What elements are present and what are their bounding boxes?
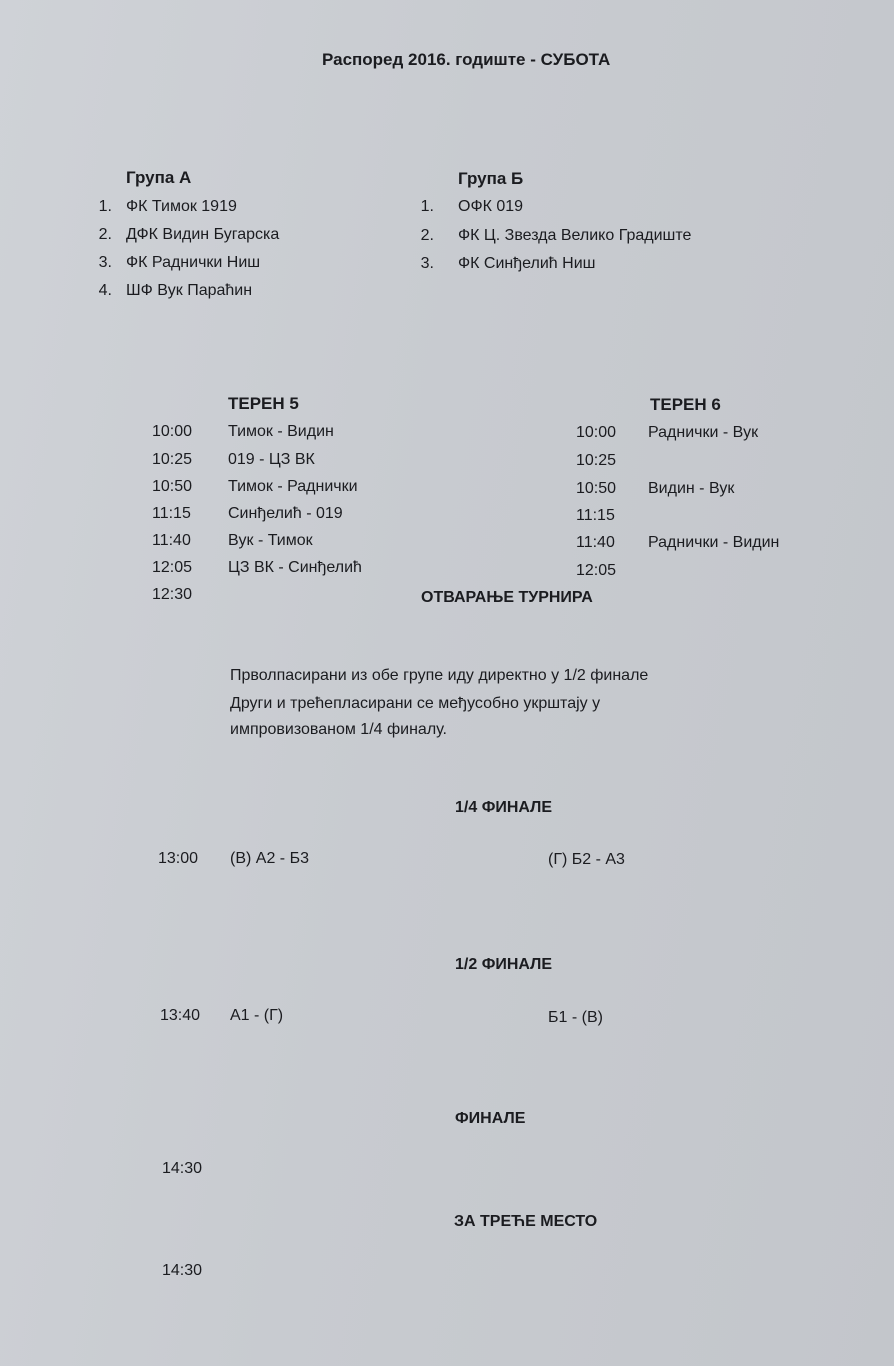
final-heading: ФИНАЛЕ — [455, 1110, 526, 1127]
field-5-match: ЦЗ ВК - Синђелић — [228, 559, 362, 576]
group-a-team-num: 4. — [98, 282, 112, 299]
semi-final-match: Б1 - (В) — [548, 1009, 603, 1026]
quarter-final-match: (В) А2 - Б3 — [230, 850, 309, 867]
field-5-time: 10:25 — [152, 451, 193, 468]
field-5-match: Синђелић - 019 — [228, 505, 343, 522]
field-5-time: 12:05 — [152, 559, 193, 576]
field-6-time: 10:25 — [576, 452, 617, 469]
field-5-match: Тимок - Раднички — [228, 478, 358, 495]
group-b-team: ОФК 019 — [458, 198, 524, 215]
group-b-team: ФК Ц. Звезда Велико Градиште — [458, 227, 692, 244]
field-6-time: 11:15 — [576, 507, 615, 524]
group-a-team-num: 1. — [98, 198, 112, 215]
field-6-match: Видин - Вук — [648, 480, 735, 497]
group-a-team-num: 3. — [98, 254, 112, 271]
field-6-time: 11:40 — [576, 534, 615, 551]
group-b-team: ФК Синђелић Ниш — [458, 255, 596, 272]
field-5-time: 12:30 — [152, 586, 193, 603]
group-b-heading: Група Б — [458, 169, 524, 188]
opening-ceremony-label: ОТВАРАЊЕ ТУРНИРА — [421, 589, 593, 606]
third-place-heading: ЗА ТРЕЋЕ МЕСТО — [454, 1213, 598, 1230]
quarter-final-heading: 1/4 ФИНАЛЕ — [455, 799, 553, 816]
group-a-team: ДФК Видин Бугарска — [126, 226, 280, 243]
field-5-time: 11:40 — [152, 532, 191, 549]
final-time: 14:30 — [162, 1160, 203, 1177]
field-6-time: 10:00 — [576, 424, 617, 441]
third-place-time: 14:30 — [162, 1262, 203, 1279]
group-b-team-num: 1. — [420, 198, 434, 215]
field-5-heading: ТЕРЕН 5 — [228, 394, 299, 413]
document-title: Распоред 2016. годиште - СУБОТА — [322, 50, 611, 69]
field-6-heading: ТЕРЕН 6 — [650, 395, 721, 414]
field-5-match: 019 - ЦЗ ВК — [228, 451, 315, 468]
semi-final-heading: 1/2 ФИНАЛЕ — [455, 956, 553, 973]
field-5-match: Вук - Тимок — [228, 532, 313, 549]
field-6-match: Раднички - Видин — [648, 534, 780, 551]
group-a-team: ШФ Вук Параћин — [126, 282, 253, 299]
field-6-time: 12:05 — [576, 562, 617, 579]
field-5-time: 10:00 — [152, 423, 193, 440]
field-5-time: 10:50 — [152, 478, 193, 495]
field-6-match: Раднички - Вук — [648, 424, 759, 441]
note-line: Други и трећепласирани се међусобно укрштају у — [230, 695, 601, 712]
group-b-team-num: 3. — [420, 255, 434, 272]
quarter-final-time: 13:00 — [158, 850, 199, 867]
note-line: Прволпасирани из обе групе иду директно у 1/2 финале — [230, 667, 649, 684]
semi-final-match: А1 - (Г) — [230, 1007, 284, 1024]
group-a-heading: Група А — [126, 168, 192, 187]
note-line: импровизованом 1/4 финалу. — [230, 721, 447, 738]
group-a-team-num: 2. — [98, 226, 112, 243]
quarter-final-match: (Г) Б2 - А3 — [548, 851, 625, 868]
group-a-team: ФК Раднички Ниш — [126, 254, 261, 271]
field-5-match: Тимок - Видин — [228, 423, 334, 440]
field-6-time: 10:50 — [576, 480, 617, 497]
semi-final-time: 13:40 — [160, 1007, 201, 1024]
group-b-team-num: 2. — [420, 227, 434, 244]
group-a-team: ФК Тимок 1919 — [126, 198, 237, 215]
field-5-time: 11:15 — [152, 505, 191, 522]
